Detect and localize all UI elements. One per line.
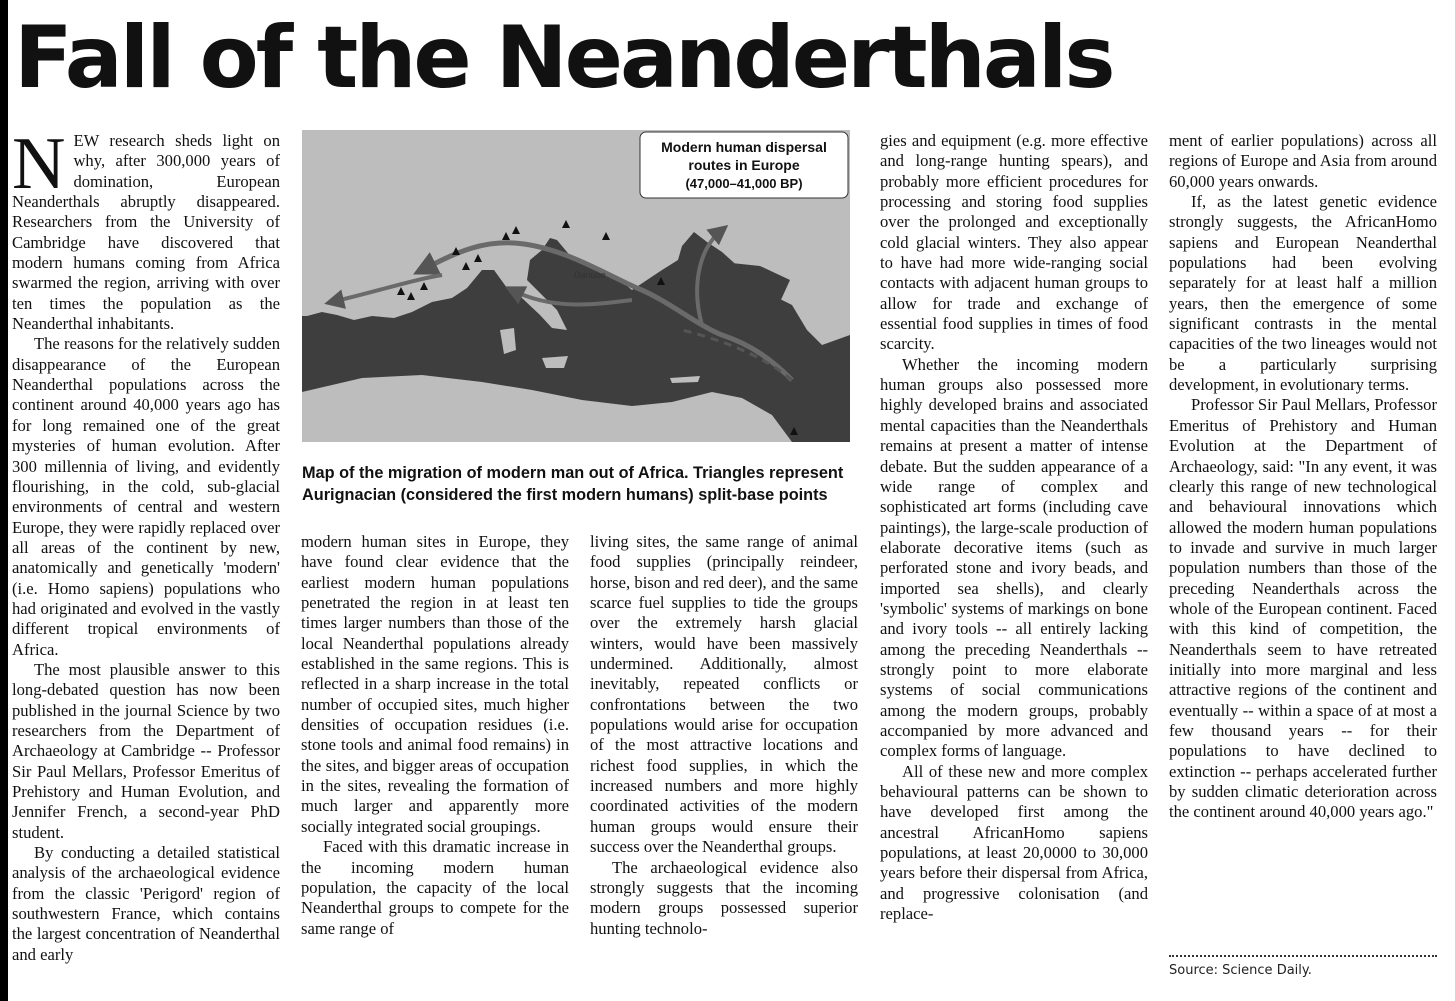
paragraph-1-text: EW research sheds light on why, after 300,000 years of domination, European Neanderthals abruptly disappeared. Researchers from the University of Cambridge have discovered that modern humans coming from Africa swarmed the region, arriving with over ten times the population as the Neanderthal inhabitants. [12, 131, 280, 334]
paragraph-6: Faced with this dramatic increase in the incoming modern human population, the capacity of the local Neanderthal groups to compete for the same range of [301, 837, 569, 938]
article-column-3 [590, 532, 858, 939]
paragraph-8: The archaeological evidence also strongly suggests that the incoming modern groups possessed superior hunting technolo- [590, 857, 858, 938]
paragraph-12: ment of earlier populations) across all regions of Europe and Asia from around 60,000 years onwards. [1169, 131, 1437, 191]
paragraph-5: modern human sites in Europe, they have found clear evidence that the earliest modern human populations penetrated the region in at least ten times larger numbers than those of the local Neanderthal populations already established in the same regions. This is reflected in a sharp increase in the total number of occupied sites, much higher densities of occupation residues (i.e. stone tools and animal food remains) in the sites, and bigger areas of occupation in the sites, revealing the formation of much larger and apparently more socially integrated social groupings. [301, 532, 569, 836]
paragraph-13: If, as the latest genetic evidence strongly suggests, the AfricanHomo sapiens and European Neanderthal populations had been evolving separately for at least half a million years, then the emergence of some significant contrasts in the mental capacities of the two lineages would not be a particularly surprising development, in evolutionary terms. [1169, 192, 1437, 395]
paragraph-1 [12, 123, 280, 334]
source-credit: Source: Science Daily. [1169, 963, 1312, 978]
map-sicily [542, 356, 568, 368]
headline: Fall of the Neanderthals [14, 8, 1113, 108]
dispersal-map [302, 130, 850, 442]
map-caption: Map of the migration of modern man out of Africa. Triangles represent Aurignacian (considered the first modern humans) split-base points [302, 464, 844, 504]
map-legend-subtitle: routes in Europe [688, 157, 800, 173]
left-edge-bar [0, 0, 8, 1001]
source-divider [1169, 955, 1437, 957]
paragraph-2: The reasons for the relatively sudden disappearance of the European Neanderthal populations across the continent around 40,000 years ago has for long remained one of the great mysteries of human evolution. After 300 millennia of living, and evidently flourishing, in the cold, sub-glacial environments of central and western Europe, they were rapidly replaced over all areas of the continent by new, anatomically and genetically 'modern' (i.e. Homo sapiens) populations who had originated and evolved in the vastly different tropical environments of Africa. [12, 334, 280, 659]
map-legend-dates: (47,000–41,000 BP) [685, 176, 803, 191]
paragraph-10: Whether the incoming modern human groups also possessed more highly developed brains and associated mental capacities than the Neanderthals remains at present a matter of intense debate. But the sudden appearance of a wide range of complex and sophisticated art forms (including cave paintings), the large-scale production of elaborate decorative items (such as perforated stone and ivory beads, and imported sea shells), and clearly 'symbolic' systems of markings on bone and ivory tools -- all entirely lacking among the preceding Neanderthals -- strongly point to more elaborate systems of social communications among the modern groups, probably accompanied by more advanced and complex forms of language. [880, 354, 1148, 761]
paragraph-9: gies and equipment (e.g. more effective and long-range hunting spears), and probably more efficient procedures for processing and storing food supplies over the prolonged and exceptionally cold glacial winters. They also appear to have had more wide-ranging social contacts with adjacent human groups to allow for trade and exchange of essential food supplies in times of food scarcity. [880, 131, 1148, 354]
article-column-1 [12, 123, 280, 965]
paragraph-3: The most plausible answer to this long-debated question has now been published in the journal Science by two researchers from the Department of Archaeology at Cambridge -- Professor Sir Paul Mellars, Professor Emeritus of Prehistory and Human Evolution, and Jennifer French, a second-year PhD student. [12, 659, 280, 842]
paragraph-4: By conducting a detailed statistical analysis of the archaeological evidence from the classic 'Perigord' region of southwestern France, which contains the largest concentration of Neanderthal and early [12, 843, 280, 964]
paragraph-7: living sites, the same range of animal food supplies (principally reindeer, horse, bison and red deer), and the same scarce fuel supplies to tide the groups over the extremely harsh glacial winters, would have been massively undermined. Additionally, almost inevitably, repeated conflicts or confrontations between the two populations would arise for occupation of the most attractive locations and richest food supplies, in which the increased numbers and more highly coordinated activities of the modern human groups would ensure their success over the Neanderthal groups. [590, 532, 858, 857]
paragraph-11: All of these new and more complex behavioural patterns can be shown to have developed first among the ancestral AfricanHomo sapiens populations, at least 20,0000 to 30,000 years before their dispersal from Africa, and progressive colonisation (and replace- [880, 761, 1148, 924]
river-label: Danube [574, 270, 606, 280]
map-legend-title: Modern human dispersal [661, 139, 827, 155]
drop-cap: N [12, 123, 66, 205]
article-column-2 [301, 532, 569, 939]
paragraph-14: Professor Sir Paul Mellars, Professor Emeritus of Prehistory and Human Evolution at the Department of Archaeology, said: "In any event, it was clearly this range of new technological and behavioural innovations which allowed the modern human populations to invade and survive in much larger population numbers than those of the preceding Neanderthals across the whole of the European continent. Faced with this kind of competition, the Neanderthals seem to have retreated initially into more marginal and less attractive regions of the continent and eventually -- within a space of at most a few thousand years -- for their populations to have declined to extinction -- perhaps accelerated further by sudden climatic deterioration across the continent around 40,000 years ago." [1169, 395, 1437, 822]
article-column-4 [880, 131, 1148, 924]
article-column-5 [1169, 131, 1437, 823]
